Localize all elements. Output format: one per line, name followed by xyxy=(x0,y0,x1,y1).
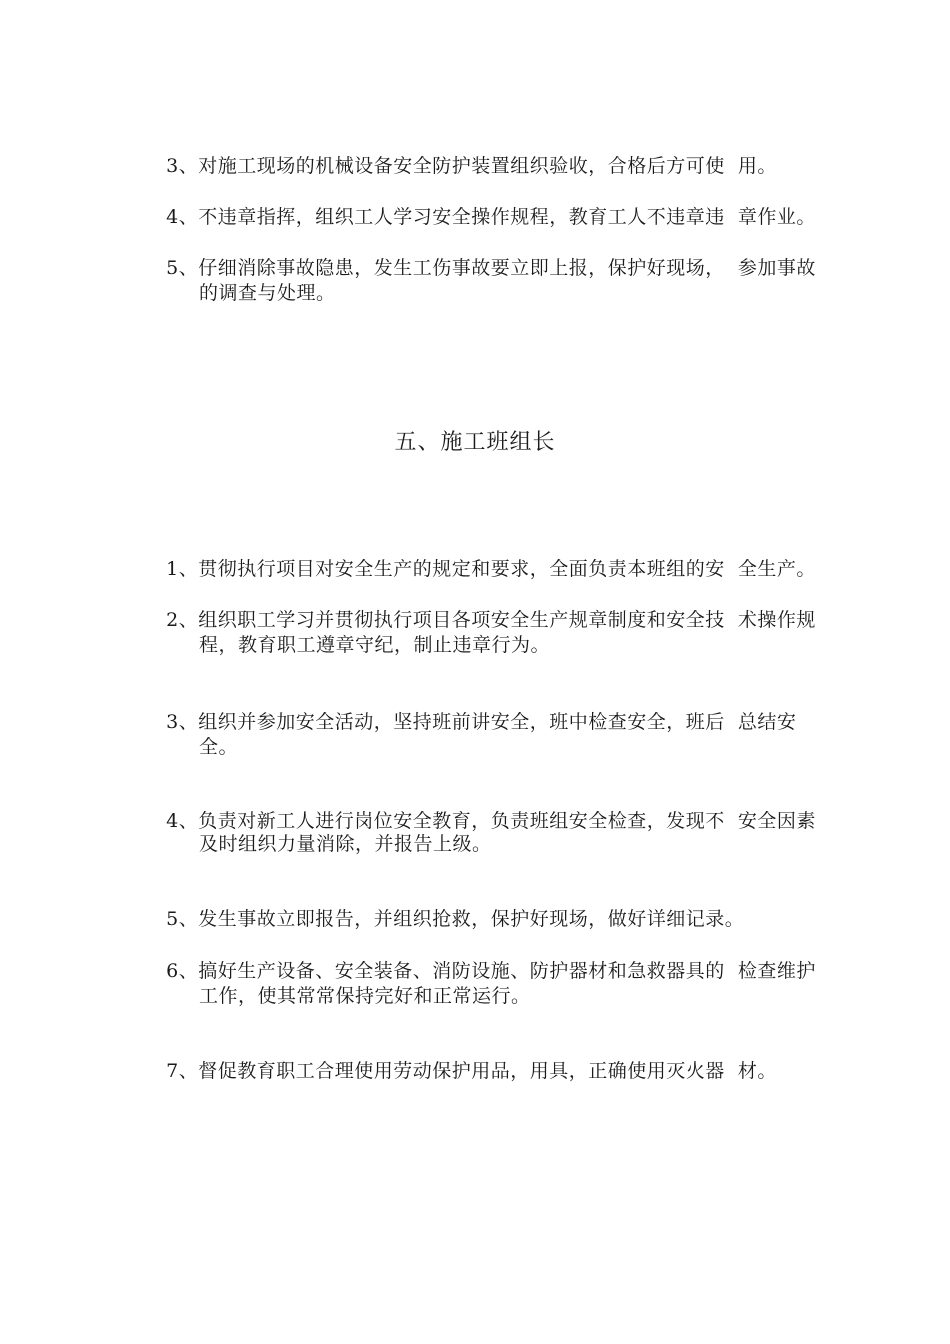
item-number: 7、 xyxy=(166,1060,199,1082)
item-text: 不违章指挥，组织工人学习安全操作规程，教育工人不违章违 章作业。 xyxy=(198,206,816,228)
list-item-continuation: 全。 xyxy=(199,736,239,758)
list-item-continuation: 的调查与处理。 xyxy=(199,282,336,304)
item-number: 6、 xyxy=(166,960,199,982)
item-text: 贯彻执行项目对安全生产的规定和要求，全面负责本班组的安 全生产。 xyxy=(198,558,816,580)
item-text: 组织并参加安全活动，坚持班前讲安全，班中检查安全，班后 总结安 xyxy=(198,711,797,733)
list-item xyxy=(140,1032,777,1110)
item-number: 3、 xyxy=(166,711,199,733)
section-heading: 五、施工班组长 xyxy=(394,430,556,455)
item-text: 负责对新工人进行岗位安全教育，负责班组安全检查，发现不 安全因素 xyxy=(198,810,816,832)
item-text: 组织职工学习并贯彻执行项目各项安全生产规章制度和安全技 术操作规 xyxy=(198,609,816,631)
item-number: 5、 xyxy=(166,257,199,279)
item-number: 1、 xyxy=(166,558,199,580)
item-text: 对施工现场的机械设备安全防护装置组织验收，合格后方可使 用。 xyxy=(198,155,777,177)
item-number: 2、 xyxy=(166,609,199,631)
list-item-continuation: 及时组织力量消除，并报告上级。 xyxy=(199,833,492,855)
list-item xyxy=(140,683,796,761)
item-number: 3、 xyxy=(166,155,199,177)
item-text: 仔细消除事故隐患，发生工伤事故要立即上报，保护好现场， 参加事故 xyxy=(198,257,816,279)
item-number: 4、 xyxy=(166,206,199,228)
list-item-continuation: 工作，使其常常保持完好和正常运行。 xyxy=(199,985,531,1007)
item-text: 督促教育职工合理使用劳动保护用品，用具，正确使用灭火器 材。 xyxy=(198,1060,777,1082)
item-number: 5、 xyxy=(166,908,199,930)
item-text: 搞好生产设备、安全装备、消防设施、防护器材和急救器具的 检查维护 xyxy=(198,960,816,982)
item-text: 发生事故立即报告，并组织抢救，保护好现场，做好详细记录。 xyxy=(198,908,745,930)
list-item-continuation: 程，教育职工遵章守纪，制止违章行为。 xyxy=(199,634,551,656)
item-number: 4、 xyxy=(166,810,199,832)
